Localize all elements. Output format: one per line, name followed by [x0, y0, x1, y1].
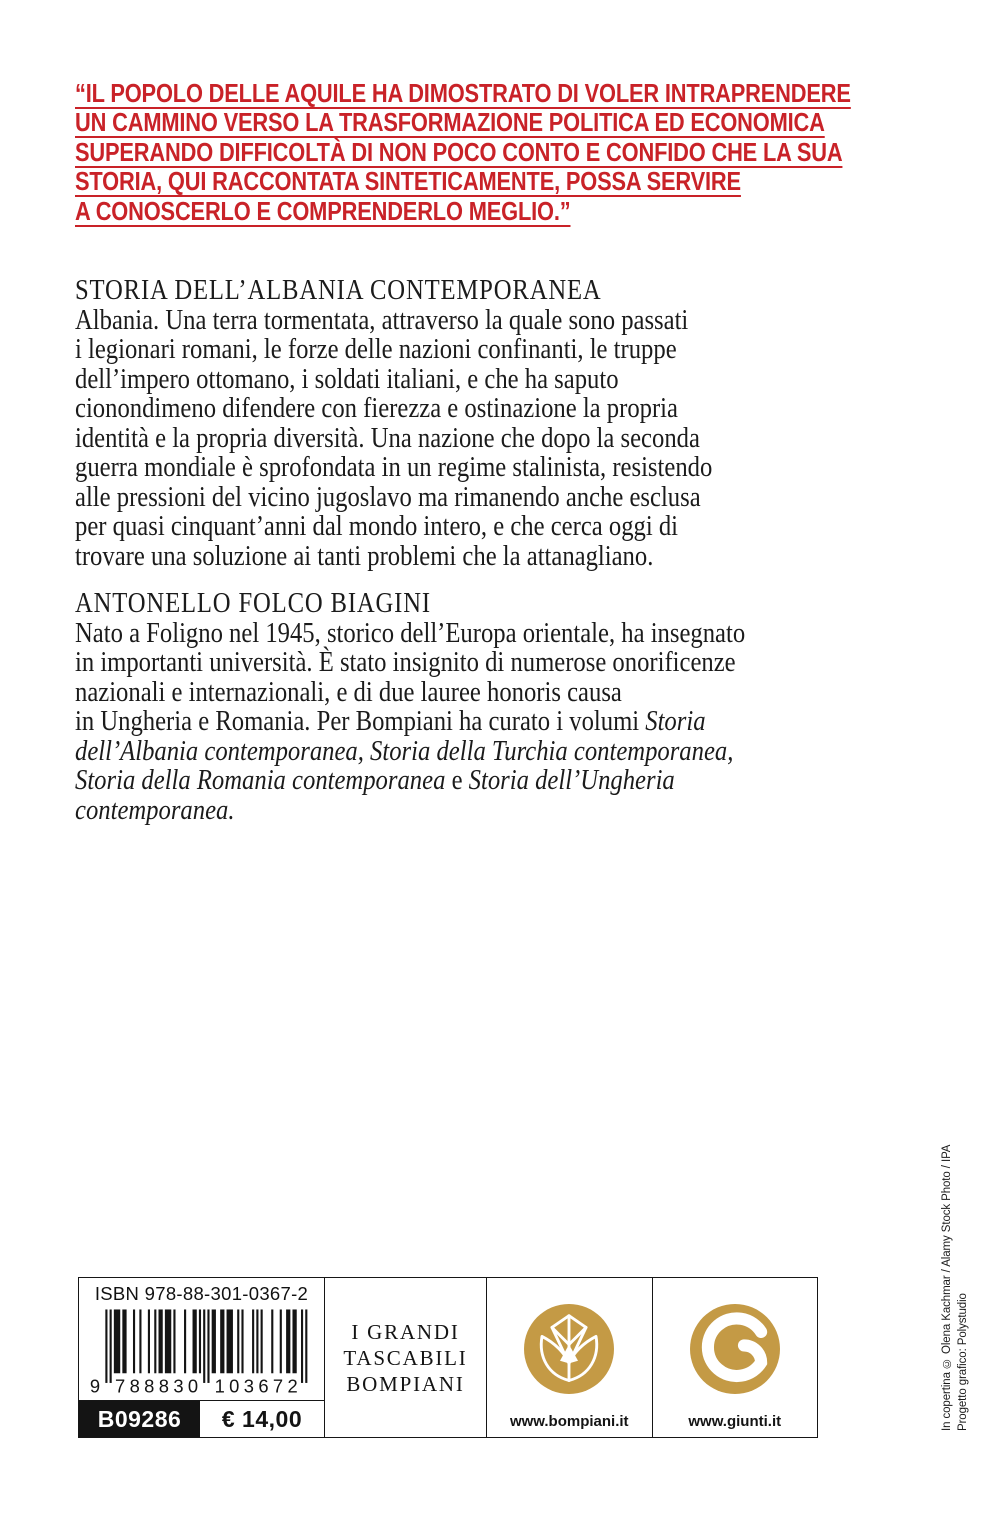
credit-photo-line: In copertina © Olena Kachmar / Alamy Stock Photo / IPA [941, 1144, 953, 1431]
synopsis-line: alle pressioni del vicino jugoslavo ma rimanendo anche esclusa [75, 480, 701, 513]
quote-line: “IL POPOLO DELLE AQUILE HA DIMOSTRATO DI VOLER INTRAPRENDERE [75, 78, 851, 108]
barcode-digits-right: 103672 [214, 1375, 298, 1397]
giunti-logo-cell [652, 1278, 818, 1437]
synopsis-block [75, 276, 825, 571]
giunti-url: www.giunti.it [688, 1413, 782, 1430]
giunti-g-icon [690, 1304, 780, 1394]
synopsis-line: identità e la propria diversità. Una nazione che dopo la seconda [75, 421, 700, 454]
series-line: I GRANDI [351, 1319, 460, 1344]
publisher-code-badge: B09286 [79, 1401, 200, 1437]
author-bio-line: contemporanea. [75, 793, 235, 826]
book-title-italic: Storia dell’Ungheria [468, 764, 675, 796]
author-bio-line [75, 766, 745, 796]
quote-block [75, 79, 999, 226]
bio-text: in Ungheria e Romania. Per Bompiani ha curato i volumi [75, 705, 646, 737]
author-bio-line [75, 707, 745, 737]
synopsis-line: dell’impero ottomano, i soldati italiani, e che ha saputo [75, 362, 619, 395]
price-label: € 14,00 [221, 1405, 303, 1432]
author-bio-line: in importanti università. È stato insignito di numerose onorificenze [75, 646, 736, 678]
synopsis-line: trovare una soluzione ai tanti problemi che la attanagliano. [75, 539, 654, 572]
isbn-barcode-cell [79, 1278, 324, 1437]
author-name-heading: ANTONELLO FOLCO BIAGINI [75, 587, 431, 619]
ean-barcode [86, 1306, 318, 1398]
bompiani-tulip-icon [524, 1304, 614, 1394]
cover-credits [939, 1144, 973, 1431]
quote-line: STORIA, QUI RACCONTATA SINTETICAMENTE, POSSA SERVIRE [75, 166, 741, 197]
bompiani-url: www.bompiani.it [509, 1413, 629, 1430]
synopsis-line: guerra mondiale è sprofondata in un regime stalinista, resistendo [75, 451, 713, 483]
bompiani-logo-cell [486, 1278, 652, 1437]
bio-text: e [445, 764, 469, 796]
barcode-digit: 9 [89, 1375, 100, 1397]
footer-info-box [78, 1277, 818, 1438]
synopsis-line: cionondimeno difendere con fierezza e ostinazione la propria [75, 392, 678, 424]
synopsis-line: Albania. Una terra tormentata, attraverso la quale sono passati [75, 303, 689, 336]
author-bio-line: dell’Albania contemporanea, Storia della Turchia contemporanea, [75, 734, 734, 767]
book-title-heading: STORIA DELL’ALBANIA CONTEMPORANEA [75, 274, 602, 306]
book-title-italic: Storia [645, 705, 706, 737]
author-bio-line: nazionali e internazionali, e di due lauree honoris causa [75, 675, 622, 708]
synopsis-line: per quasi cinquant’anni dal mondo intero, e che cerca oggi di [75, 510, 679, 542]
series-cell [324, 1278, 486, 1437]
isbn-label: ISBN 978-88-301-0367-2 [94, 1283, 309, 1304]
author-bio-block [75, 589, 863, 825]
quote-line: UN CAMMINO VERSO LA TRASFORMAZIONE POLITICA ED ECONOMICA [75, 107, 825, 138]
book-title-italic: Storia della Romania contemporanea [75, 764, 446, 796]
code-price-row [79, 1400, 324, 1437]
author-bio-line: Nato a Foligno nel 1945, storico dell’Europa orientale, ha insegnato [75, 616, 746, 649]
series-line: TASCABILI [343, 1345, 468, 1370]
quote-line: SUPERANDO DIFFICOLTÀ DI NON POCO CONTO E CONFIDO CHE LA SUA [75, 136, 843, 167]
barcode-digits-left: 788830 [114, 1375, 198, 1397]
quote-line: A CONOSCERLO E COMPRENDERLO MEGLIO.” [75, 195, 571, 226]
synopsis-line: i legionari romani, le forze delle nazioni confinanti, le truppe [75, 333, 677, 365]
credit-design-line: Progetto grafico: Polystudio [957, 1293, 969, 1431]
series-line: BOMPIANI [346, 1371, 465, 1396]
